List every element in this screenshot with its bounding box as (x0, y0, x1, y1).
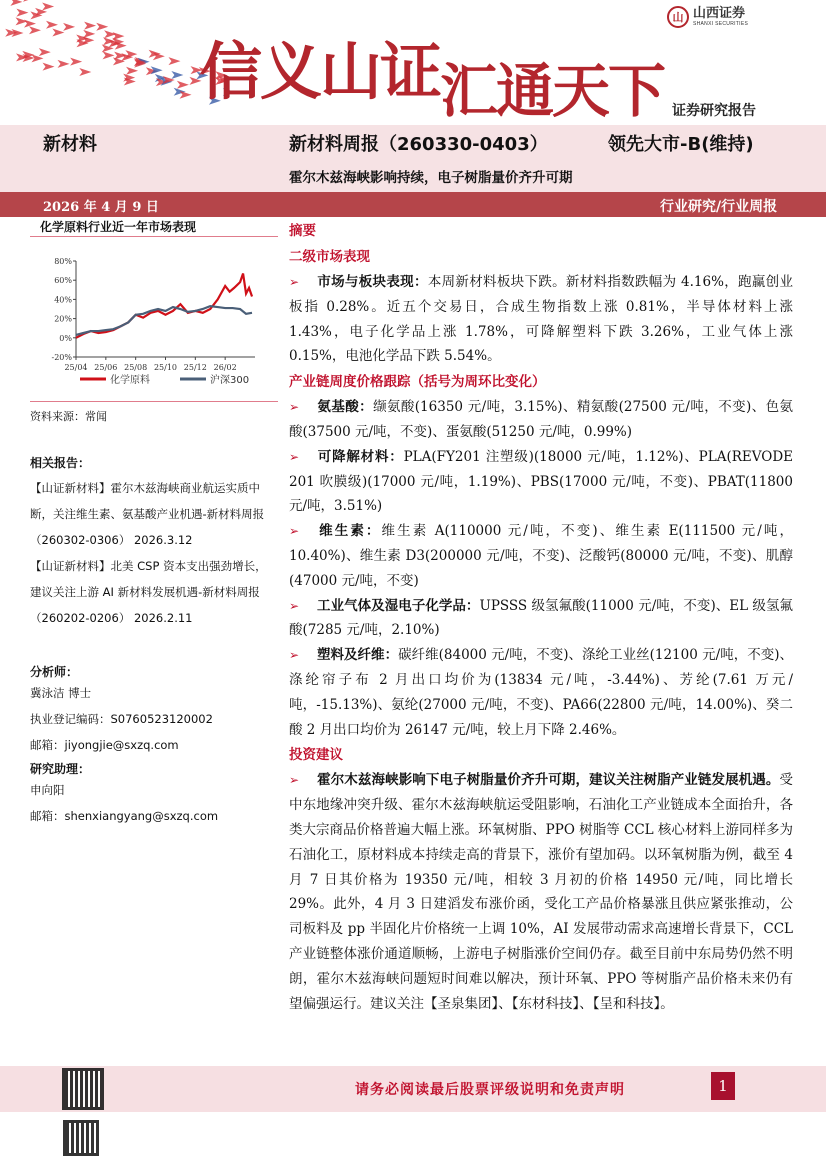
y-tick-label: 0% (59, 333, 72, 343)
para-lead: 维生素： (317, 523, 382, 540)
qr-code-icon[interactable] (63, 1120, 99, 1156)
report-category: 行业研究/行业周报 (660, 199, 778, 215)
qr-code-icon[interactable] (62, 1068, 104, 1110)
arrow-shape (10, 0, 22, 6)
para-lead: 可降解材料： (317, 448, 404, 465)
main-content (289, 218, 793, 1016)
related-report[interactable]: 【山证新材料】北美 CSP 资本支出强劲增长，建议关注上游 AI 新材料发展机遇-新材料周报（260202-0206） 2026.2.11 (30, 559, 267, 625)
para-lead: 氨基酸： (317, 399, 374, 416)
arrow-shape (24, 20, 36, 28)
y-tick-label: 80% (54, 257, 72, 266)
para-text: 本周新材料板块下跌。新材料指数跌幅为 4.16%，跑赢创业板指 0.28%。近五个交易日，合成生物指数上涨 0.81%，半导体材料上涨 1.43%，电子化学品上涨 1.78%，可降解塑料下跌 3.26%，工业气体上涨 0.15%，电池化学品下跌 5.54%。 (289, 274, 793, 365)
assistant-name: 申向阳 (30, 783, 65, 797)
para-text: PLA(FY201 注塑级)(18000 元/吨，1.12%)、PLA(REVODE 201 吹膜级)(17000 元/吨，1.19%)、PBS(17000 元/吨，不变)、PBAT(11800 元/吨，3.51%) (289, 448, 794, 515)
x-tick-label: 26/02 (213, 363, 237, 372)
chain-heading: 产业链周度价格跟踪（括号为周环比变化） (289, 374, 546, 391)
arrow-shape (39, 48, 51, 56)
para-text: 缬氨酸(16350 元/吨，3.15%)、精氨酸(27500 元/吨，不变)、色氨酸(37500 元/吨，不变)、蛋氨酸(51250 元/吨，0.99%) (289, 399, 794, 440)
arrow-shape (113, 57, 125, 65)
arrow-shape (23, 0, 35, 2)
invest-paragraph (289, 768, 793, 1016)
company-logo (667, 6, 748, 28)
y-tick-label: 20% (54, 314, 72, 324)
logo-cn: 山西证券 (693, 6, 746, 21)
bullet-arrow-icon: ➢ (289, 400, 300, 415)
bullet-arrow-icon: ➢ (289, 648, 300, 663)
arrow-shape (16, 9, 28, 17)
chart-title: 化学原料行业近一年市场表现 (30, 218, 278, 237)
arrow-shape (70, 58, 82, 66)
legend-label: 沪深300 (210, 375, 250, 386)
arrow-shape (84, 22, 96, 30)
para-text: UPSSS 级氢氟酸(11000 元/吨，不变)、EL 级氢氟酸(7285 元/吨，2.10%) (289, 597, 793, 639)
para-lead: 工业气体及湿电子化学品： (317, 597, 480, 614)
banner (0, 0, 826, 125)
slogan-1: 信义山证 (200, 35, 441, 108)
report-subtitle: 霍尔木兹海峡影响持续，电子树脂量价齐升可期 (289, 170, 573, 186)
series-line-csi300 (76, 306, 252, 335)
arrow-shape (58, 60, 70, 68)
arrow-shape (79, 68, 91, 76)
para-lead: 霍尔木兹海峡影响下电子树脂量价齐升可期，建议关注树脂产业链发展机遇。 (317, 772, 780, 789)
arrow-shape (42, 63, 54, 71)
date-bar (0, 192, 826, 217)
arrow-shape (52, 29, 64, 37)
arrow-shape (83, 30, 95, 38)
series-line-chemical (76, 273, 252, 337)
logo-en: SHANXI SECURITIES (693, 21, 749, 27)
logo-seal-icon: 山 (667, 6, 689, 28)
para-text: 碳纤维(84000 元/吨，不变)、涤纶工业丝(12100 元/吨，不变)、涤纶帘子布 2 月出口均价为(13834 元/吨，-3.44%)、芳纶(7.61 万元/吨，-15.13%)、氨纶(27000 元/吨，不变)、PA66(22800 元/吨，14.00%)、癸二酸 2 月出口均价为 26147 元/吨，较上月下降 2.46%。 (289, 647, 794, 738)
price-paragraph (289, 445, 793, 519)
legend-label: 化学原料 (110, 375, 150, 386)
price-paragraph (289, 519, 793, 593)
assistant-heading: 研究助理： (30, 762, 91, 776)
arrow-shape (171, 71, 183, 79)
summary-heading: 摘要 (289, 223, 316, 239)
report-type: 证券研究报告 (672, 103, 756, 119)
bullet-arrow-icon: ➢ (289, 275, 300, 289)
price-paragraph (289, 395, 793, 445)
para-text: 维生素 A(110000 元/吨，不变)、维生素 E(111500 元/吨，10.40%)、维生素 D3(200000 元/吨，不变)、泛酸钙(80000 元/吨，不变)、肌醇(47000 元/吨，不变) (289, 523, 793, 589)
analyst-name: 冀泳洁 博士 (30, 686, 92, 700)
related-report[interactable]: 【山证新材料】霍尔木兹海峡商业航运实质中断，关注维生素、氨基酸产业机遇-新材料周报（260302-0306） 2026.3.12 (30, 481, 265, 547)
bullet-arrow-icon: ➢ (289, 598, 300, 613)
arrow-shape (112, 32, 124, 40)
analyst-heading: 分析师： (30, 665, 79, 679)
invest-heading: 投资建议 (289, 747, 343, 764)
y-tick-label: 60% (54, 276, 72, 286)
x-tick-label: 25/06 (94, 363, 118, 372)
assistant-email[interactable]: 邮箱：shenxiangyang@sxzq.com (30, 809, 219, 823)
bullet-arrow-icon: ➢ (289, 773, 300, 788)
arrow-shape (96, 23, 108, 31)
report-date: 2026 年 4 月 9 日 (43, 200, 159, 215)
market-heading: 二级市场表现 (289, 249, 370, 265)
y-tick-label: -20% (51, 353, 72, 362)
price-paragraph (289, 594, 793, 644)
market-paragraph (289, 270, 793, 369)
x-tick-label: 25/10 (153, 363, 178, 372)
arrow-shape (46, 21, 58, 29)
arrow-shape (177, 81, 189, 89)
rating: 领先大市-B(维持) (608, 134, 754, 155)
x-tick-label: 25/04 (64, 363, 88, 372)
arrow-shape (42, 3, 54, 11)
bullet-arrow-icon: ➢ (289, 449, 300, 464)
page-number: 1 (711, 1072, 735, 1100)
arrow-shape (126, 67, 138, 75)
analyst-reg: 执业登记编码：S0760523120002 (30, 712, 213, 726)
market-performance-chart (30, 241, 278, 391)
analyst-email[interactable]: 邮箱：jiyongjie@sxzq.com (30, 738, 179, 752)
x-tick-label: 25/08 (124, 363, 148, 372)
bullet-arrow-icon: ➢ (289, 524, 300, 539)
arrow-shape (29, 26, 41, 34)
arrow-shape (103, 51, 115, 59)
para-text: 受中东地缘冲突升级、霍尔木兹海峡航运受阻影响，石油化工产业链成本全面抬升，各类大宗商品价格普遍大幅上涨。环氧树脂、PPO 树脂等 CCL 核心材料上游同样多为石油化工，原材料成本持续走高的背景下，涨价有望加码。以环氧树脂为例，截至 4 月 7 日其价格为 19350 元/吨，相较 3 月初的价格 14950 元/吨，同比增长 29%。此外，4 月 3 日建滔发布涨价函，受化工产品价格暴涨且供应紧张推动，公司板料及 pp 半固化片价格统一上调 10%，AI 发展带动需求高速增长背景下，CCL 产业链整体涨价通道顺畅，上游电子树脂涨价空间仍存。截至目前中东局势仍然不明朗，霍尔木兹海峡问题短时间难以解决，预计环氧、PPO 等树脂产品价格未来仍有望偏强运行。建议关注【圣泉集团】、【东材科技】、【呈和科技】。 (289, 772, 793, 1012)
para-lead: 塑料及纤维： (317, 647, 399, 664)
sidebar (30, 218, 278, 829)
y-tick-label: 40% (54, 295, 72, 305)
arrow-shape (168, 57, 180, 65)
arrow-shape (180, 91, 192, 99)
chart-source: 资料来源：常闻 (30, 401, 278, 424)
x-tick-label: 25/12 (183, 363, 207, 372)
price-paragraph (289, 643, 793, 742)
report-title: 新材料周报（260330-0403） (289, 134, 548, 155)
disclaimer-note: 请务必阅读最后股票评级说明和免责声明 (355, 1082, 625, 1098)
sector-label: 新材料 (43, 134, 97, 155)
para-lead: 市场与板块表现： (317, 274, 428, 290)
slogan-2: 汇通天下 (440, 57, 665, 125)
arrow-shape (63, 23, 75, 31)
related-reports-heading: 相关报告： (30, 456, 91, 470)
